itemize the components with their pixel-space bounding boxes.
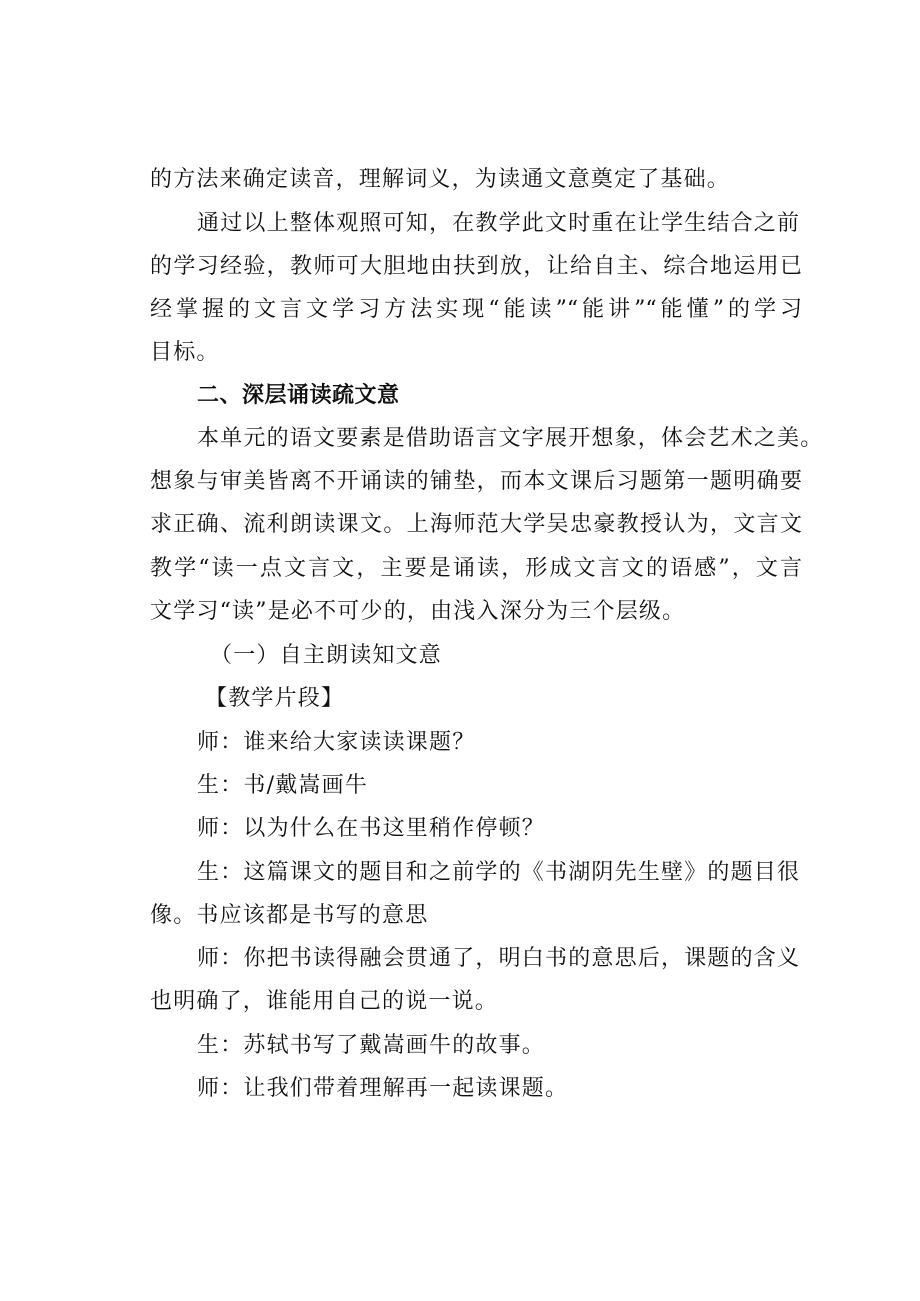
- section-para-line-5: 文学习“读”是必不可少的，由浅入深分为三个层级。: [150, 599, 686, 624]
- dialogue-line: 生：书/戴嵩画牛: [197, 773, 369, 798]
- dialogue-line: 生：这篇课文的题目和之前学的《书湖阴先生壁》的题目很: [197, 860, 801, 885]
- section-heading: 二、深层诵读疏文意: [197, 383, 400, 408]
- dialogue-line-continued: 像。书应该都是书写的意思: [150, 903, 429, 928]
- section-para-line-1: 本单元的语文要素是借助语言文字展开想象，体会艺术之美。: [197, 426, 824, 451]
- dialogue-line: 师：谁来给大家读读课题？: [197, 730, 476, 755]
- section-para-line-3: 求正确、流利朗读课文。上海师范大学吴忠豪教授认为，文言文: [150, 512, 802, 537]
- dialogue-line: 师：你把书读得融会贯通了，明白书的意思后，课题的含义: [197, 946, 801, 971]
- summary-line-3: 经掌握的文言文学习方法实现“能读”“能讲”“能懂”的学习: [150, 297, 802, 322]
- dialogue-line: 师：让我们带着理解再一起读课题。: [197, 1076, 569, 1101]
- subsection-heading: （一）自主朗读知文意: [210, 643, 443, 668]
- dialogue-line: 师：以为什么在书这里稍作停顿？: [197, 816, 546, 841]
- dialogue-line: 生：苏轼书写了戴嵩画牛的故事。: [197, 1033, 546, 1058]
- dialogue-line-continued: 也明确了，谁能用自己的说一说。: [150, 989, 499, 1014]
- teaching-fragment-label: 【教学片段】: [205, 686, 345, 711]
- summary-line-1: 通过以上整体观照可知，在教学此文时重在让学生结合之前: [197, 211, 801, 236]
- intro-line: 的方法来确定读音，理解词义，为读通文意奠定了基础。: [150, 167, 731, 192]
- section-para-line-4: 教学“读一点文言文，主要是诵读，形成文言文的语感”，文言: [150, 556, 802, 581]
- summary-line-4: 目标。: [150, 340, 220, 365]
- section-para-line-2: 想象与审美皆离不开诵读的铺垫，而本文课后习题第一题明确要: [150, 469, 802, 494]
- summary-line-2: 的学习经验，教师可大胆地由扶到放，让给自主、综合地运用已: [150, 254, 802, 279]
